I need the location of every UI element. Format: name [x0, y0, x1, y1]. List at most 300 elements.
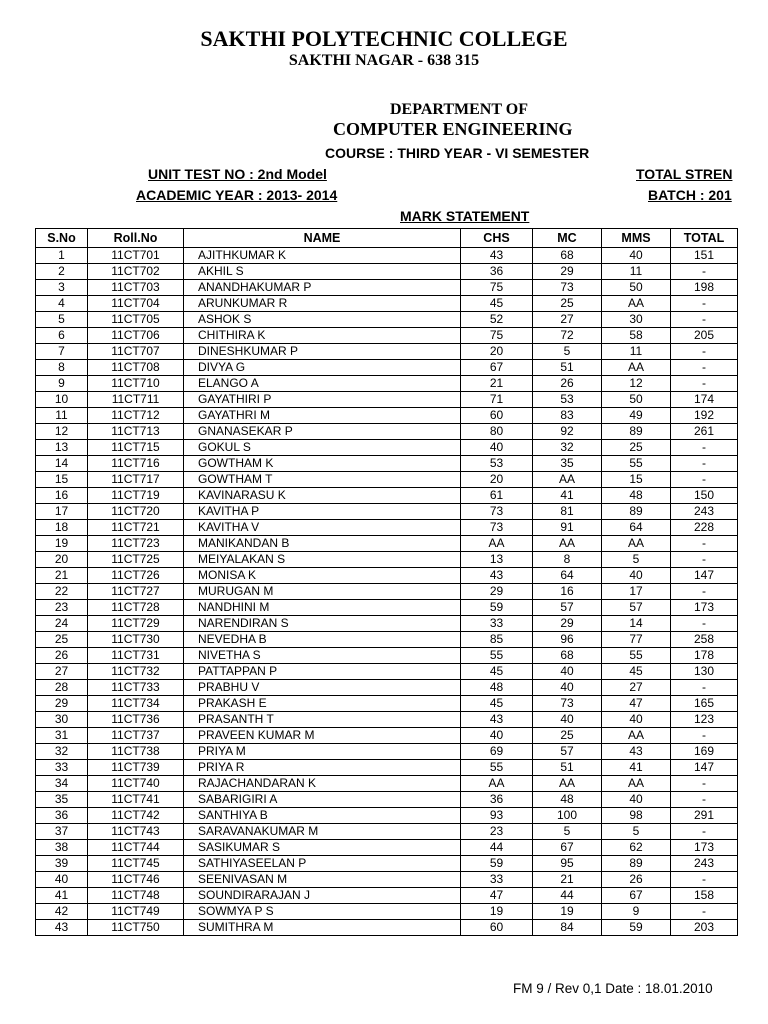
chs-cell: 43 — [461, 712, 533, 728]
total-cell: - — [671, 376, 738, 392]
col-header-rollno: Roll.No — [88, 229, 184, 248]
chs-cell: 48 — [461, 680, 533, 696]
mms-cell: 59 — [602, 920, 671, 936]
rollno-cell: 11CT704 — [88, 296, 184, 312]
rollno-cell: 11CT710 — [88, 376, 184, 392]
sno-cell: 3 — [36, 280, 88, 296]
rollno-cell: 11CT726 — [88, 568, 184, 584]
mms-cell: 25 — [602, 440, 671, 456]
sno-cell: 8 — [36, 360, 88, 376]
name-cell: GNANASEKAR P — [184, 424, 461, 440]
name-cell: PRAVEEN KUMAR M — [184, 728, 461, 744]
sno-cell: 36 — [36, 808, 88, 824]
mms-cell: AA — [602, 360, 671, 376]
mc-cell: 26 — [533, 376, 602, 392]
mms-cell: 11 — [602, 344, 671, 360]
mms-cell: 40 — [602, 792, 671, 808]
total-cell: 258 — [671, 632, 738, 648]
total-cell: 178 — [671, 648, 738, 664]
rollno-cell: 11CT717 — [88, 472, 184, 488]
table-row — [36, 696, 738, 712]
mms-cell: 14 — [602, 616, 671, 632]
total-cell: 174 — [671, 392, 738, 408]
table-row — [36, 504, 738, 520]
mms-cell: AA — [602, 728, 671, 744]
academic-year-line: ACADEMIC YEAR : 2013- 2014 — [136, 187, 338, 203]
sno-cell: 6 — [36, 328, 88, 344]
mc-cell: 91 — [533, 520, 602, 536]
mc-cell: 29 — [533, 264, 602, 280]
col-header-total: TOTAL — [671, 229, 738, 248]
mc-cell: 29 — [533, 616, 602, 632]
total-cell: - — [671, 472, 738, 488]
sno-cell: 25 — [36, 632, 88, 648]
total-cell: 147 — [671, 568, 738, 584]
table-row — [36, 904, 738, 920]
name-cell: NEVEDHA B — [184, 632, 461, 648]
mms-cell: 62 — [602, 840, 671, 856]
rollno-cell: 11CT737 — [88, 728, 184, 744]
table-row — [36, 248, 738, 264]
name-cell: KAVITHA P — [184, 504, 461, 520]
chs-cell: 33 — [461, 616, 533, 632]
name-cell: MEIYALAKAN S — [184, 552, 461, 568]
sno-cell: 37 — [36, 824, 88, 840]
chs-cell: 43 — [461, 568, 533, 584]
table-row — [36, 744, 738, 760]
mms-cell: 50 — [602, 392, 671, 408]
name-cell: NARENDIRAN S — [184, 616, 461, 632]
name-cell: SATHIYASEELAN P — [184, 856, 461, 872]
name-cell: DINESHKUMAR P — [184, 344, 461, 360]
table-row — [36, 424, 738, 440]
sno-cell: 38 — [36, 840, 88, 856]
mms-cell: 55 — [602, 456, 671, 472]
total-cell: 173 — [671, 600, 738, 616]
sno-cell: 17 — [36, 504, 88, 520]
table-row — [36, 552, 738, 568]
mc-cell: 40 — [533, 680, 602, 696]
table-row — [36, 392, 738, 408]
total-cell: 198 — [671, 280, 738, 296]
college-name: SAKTHI POLYTECHNIC COLLEGE — [200, 26, 568, 51]
mc-cell: 57 — [533, 600, 602, 616]
mms-cell: 67 — [602, 888, 671, 904]
sno-cell: 21 — [36, 568, 88, 584]
sno-cell: 22 — [36, 584, 88, 600]
name-cell: SARAVANAKUMAR M — [184, 824, 461, 840]
chs-cell: 36 — [461, 792, 533, 808]
mc-cell: 8 — [533, 552, 602, 568]
mms-cell: 89 — [602, 424, 671, 440]
table-row — [36, 440, 738, 456]
name-cell: GOWTHAM T — [184, 472, 461, 488]
total-cell: - — [671, 616, 738, 632]
mc-cell: 44 — [533, 888, 602, 904]
mms-cell: 89 — [602, 504, 671, 520]
mc-cell: 100 — [533, 808, 602, 824]
rollno-cell: 11CT744 — [88, 840, 184, 856]
mms-cell: 17 — [602, 584, 671, 600]
sno-cell: 13 — [36, 440, 88, 456]
form-reference-footer: FM 9 / Rev 0,1 Date : 18.01.2010 — [513, 981, 713, 996]
sno-cell: 30 — [36, 712, 88, 728]
mms-cell: 9 — [602, 904, 671, 920]
chs-cell: 21 — [461, 376, 533, 392]
name-cell: MONISA K — [184, 568, 461, 584]
mc-cell: 40 — [533, 712, 602, 728]
rollno-cell: 11CT750 — [88, 920, 184, 936]
chs-cell: 60 — [461, 408, 533, 424]
chs-cell: 85 — [461, 632, 533, 648]
name-cell: SUMITHRA M — [184, 920, 461, 936]
unit-test-line: UNIT TEST NO : 2nd Model — [148, 166, 327, 182]
mms-cell: 15 — [602, 472, 671, 488]
chs-cell: 61 — [461, 488, 533, 504]
rollno-cell: 11CT734 — [88, 696, 184, 712]
chs-cell: 36 — [461, 264, 533, 280]
mms-cell: 57 — [602, 600, 671, 616]
rollno-cell: 11CT741 — [88, 792, 184, 808]
name-cell: SABARIGIRI A — [184, 792, 461, 808]
mc-cell: 72 — [533, 328, 602, 344]
name-cell: PATTAPPAN P — [184, 664, 461, 680]
rollno-cell: 11CT702 — [88, 264, 184, 280]
col-header-name: NAME — [184, 229, 461, 248]
rollno-cell: 11CT739 — [88, 760, 184, 776]
rollno-cell: 11CT715 — [88, 440, 184, 456]
total-cell: 243 — [671, 856, 738, 872]
rollno-cell: 11CT728 — [88, 600, 184, 616]
total-cell: - — [671, 584, 738, 600]
rollno-cell: 11CT748 — [88, 888, 184, 904]
chs-cell: 45 — [461, 296, 533, 312]
name-cell: ELANGO A — [184, 376, 461, 392]
sno-cell: 39 — [36, 856, 88, 872]
chs-cell: 75 — [461, 280, 533, 296]
name-cell: SANTHIYA B — [184, 808, 461, 824]
total-cell: - — [671, 360, 738, 376]
mms-cell: 40 — [602, 568, 671, 584]
col-header-mms: MMS — [602, 229, 671, 248]
table-row — [36, 344, 738, 360]
rollno-cell: 11CT736 — [88, 712, 184, 728]
sno-cell: 41 — [36, 888, 88, 904]
sno-cell: 26 — [36, 648, 88, 664]
rollno-cell: 11CT749 — [88, 904, 184, 920]
chs-cell: 67 — [461, 360, 533, 376]
mc-cell: 21 — [533, 872, 602, 888]
mms-cell: 26 — [602, 872, 671, 888]
total-cell: - — [671, 344, 738, 360]
mc-cell: AA — [533, 776, 602, 792]
chs-cell: 53 — [461, 456, 533, 472]
department-name: COMPUTER ENGINEERING — [333, 119, 573, 139]
chs-cell: 73 — [461, 520, 533, 536]
mc-cell: 27 — [533, 312, 602, 328]
name-cell: DIVYA G — [184, 360, 461, 376]
name-cell: GAYATHRI M — [184, 408, 461, 424]
chs-cell: 44 — [461, 840, 533, 856]
rollno-cell: 11CT707 — [88, 344, 184, 360]
chs-cell: 19 — [461, 904, 533, 920]
chs-cell: 60 — [461, 920, 533, 936]
table-row — [36, 408, 738, 424]
mc-cell: 68 — [533, 648, 602, 664]
sno-cell: 10 — [36, 392, 88, 408]
mc-cell: 81 — [533, 504, 602, 520]
mc-cell: 51 — [533, 760, 602, 776]
rollno-cell: 11CT712 — [88, 408, 184, 424]
name-cell: KAVITHA V — [184, 520, 461, 536]
table-row — [36, 808, 738, 824]
name-cell: PRIYA M — [184, 744, 461, 760]
name-cell: PRASANTH T — [184, 712, 461, 728]
table-row — [36, 376, 738, 392]
sno-cell: 14 — [36, 456, 88, 472]
table-row — [36, 328, 738, 344]
name-cell: MURUGAN M — [184, 584, 461, 600]
total-cell: 243 — [671, 504, 738, 520]
name-cell: NIVETHA S — [184, 648, 461, 664]
total-cell: 228 — [671, 520, 738, 536]
table-header-row — [36, 229, 738, 248]
total-cell: - — [671, 776, 738, 792]
rollno-cell: 11CT743 — [88, 824, 184, 840]
sno-cell: 34 — [36, 776, 88, 792]
mms-cell: 5 — [602, 552, 671, 568]
sno-cell: 29 — [36, 696, 88, 712]
sno-cell: 33 — [36, 760, 88, 776]
rollno-cell: 11CT740 — [88, 776, 184, 792]
batch-label: BATCH : 201 — [648, 187, 732, 203]
sno-cell: 27 — [36, 664, 88, 680]
chs-cell: 20 — [461, 472, 533, 488]
name-cell: SOWMYA P S — [184, 904, 461, 920]
chs-cell: 59 — [461, 856, 533, 872]
mms-cell: 40 — [602, 712, 671, 728]
total-cell: 291 — [671, 808, 738, 824]
name-cell: MANIKANDAN B — [184, 536, 461, 552]
rollno-cell: 11CT713 — [88, 424, 184, 440]
table-row — [36, 872, 738, 888]
total-cell: - — [671, 312, 738, 328]
chs-cell: 43 — [461, 248, 533, 264]
mc-cell: 35 — [533, 456, 602, 472]
mc-cell: 25 — [533, 296, 602, 312]
chs-cell: 69 — [461, 744, 533, 760]
mms-cell: 43 — [602, 744, 671, 760]
total-cell: 173 — [671, 840, 738, 856]
mms-cell: 41 — [602, 760, 671, 776]
table-row — [36, 760, 738, 776]
chs-cell: 80 — [461, 424, 533, 440]
table-row — [36, 296, 738, 312]
total-cell: 165 — [671, 696, 738, 712]
name-cell: SEENIVASAN M — [184, 872, 461, 888]
mms-cell: 50 — [602, 280, 671, 296]
sno-cell: 15 — [36, 472, 88, 488]
mms-cell: 48 — [602, 488, 671, 504]
total-cell: 169 — [671, 744, 738, 760]
rollno-cell: 11CT745 — [88, 856, 184, 872]
mc-cell: 73 — [533, 696, 602, 712]
sno-cell: 7 — [36, 344, 88, 360]
mms-cell: AA — [602, 776, 671, 792]
mms-cell: 27 — [602, 680, 671, 696]
mc-cell: AA — [533, 536, 602, 552]
sno-cell: 9 — [36, 376, 88, 392]
total-cell: - — [671, 456, 738, 472]
total-cell: 151 — [671, 248, 738, 264]
sno-cell: 1 — [36, 248, 88, 264]
mc-cell: 83 — [533, 408, 602, 424]
mms-cell: 40 — [602, 248, 671, 264]
table-row — [36, 856, 738, 872]
chs-cell: 55 — [461, 648, 533, 664]
sno-cell: 43 — [36, 920, 88, 936]
mc-cell: 64 — [533, 568, 602, 584]
mms-cell: 5 — [602, 824, 671, 840]
sno-cell: 16 — [36, 488, 88, 504]
mc-cell: 41 — [533, 488, 602, 504]
mc-cell: 5 — [533, 344, 602, 360]
table-row — [36, 536, 738, 552]
sno-cell: 23 — [36, 600, 88, 616]
table-row — [36, 264, 738, 280]
chs-cell: 59 — [461, 600, 533, 616]
sno-cell: 18 — [36, 520, 88, 536]
mms-cell: 45 — [602, 664, 671, 680]
sno-cell: 31 — [36, 728, 88, 744]
chs-cell: AA — [461, 776, 533, 792]
sno-cell: 12 — [36, 424, 88, 440]
mc-cell: 53 — [533, 392, 602, 408]
mms-cell: 98 — [602, 808, 671, 824]
table-row — [36, 712, 738, 728]
table-row — [36, 824, 738, 840]
chs-cell: 23 — [461, 824, 533, 840]
total-cell: - — [671, 536, 738, 552]
mark-statement-table — [35, 228, 738, 936]
table-row — [36, 840, 738, 856]
rollno-cell: 11CT746 — [88, 872, 184, 888]
chs-cell: 45 — [461, 696, 533, 712]
total-cell: 261 — [671, 424, 738, 440]
mms-cell: 77 — [602, 632, 671, 648]
sno-cell: 11 — [36, 408, 88, 424]
mc-cell: AA — [533, 472, 602, 488]
name-cell: KAVINARASU K — [184, 488, 461, 504]
mc-cell: 40 — [533, 664, 602, 680]
mc-cell: 51 — [533, 360, 602, 376]
chs-cell: 93 — [461, 808, 533, 824]
name-cell: PRABHU V — [184, 680, 461, 696]
name-cell: SASIKUMAR S — [184, 840, 461, 856]
mms-cell: 47 — [602, 696, 671, 712]
total-cell: 158 — [671, 888, 738, 904]
total-cell: - — [671, 680, 738, 696]
mc-cell: 68 — [533, 248, 602, 264]
table-row — [36, 312, 738, 328]
rollno-cell: 11CT738 — [88, 744, 184, 760]
table-row — [36, 680, 738, 696]
table-row — [36, 488, 738, 504]
name-cell: NANDHINI M — [184, 600, 461, 616]
mms-cell: 55 — [602, 648, 671, 664]
rollno-cell: 11CT706 — [88, 328, 184, 344]
rollno-cell: 11CT731 — [88, 648, 184, 664]
mms-cell: 89 — [602, 856, 671, 872]
mms-cell: 58 — [602, 328, 671, 344]
rollno-cell: 11CT721 — [88, 520, 184, 536]
department-heading: DEPARTMENT OF — [390, 101, 528, 118]
chs-cell: AA — [461, 536, 533, 552]
mc-cell: 95 — [533, 856, 602, 872]
chs-cell: 75 — [461, 328, 533, 344]
name-cell: GAYATHIRI P — [184, 392, 461, 408]
total-cell: 205 — [671, 328, 738, 344]
name-cell: AKHIL S — [184, 264, 461, 280]
chs-cell: 52 — [461, 312, 533, 328]
mc-cell: 92 — [533, 424, 602, 440]
sno-cell: 24 — [36, 616, 88, 632]
sno-cell: 5 — [36, 312, 88, 328]
col-header-mc: MC — [533, 229, 602, 248]
rollno-cell: 11CT708 — [88, 360, 184, 376]
total-cell: - — [671, 296, 738, 312]
sno-cell: 32 — [36, 744, 88, 760]
table-row — [36, 472, 738, 488]
college-address: SAKTHI NAGAR - 638 315 — [288, 52, 480, 69]
rollno-cell: 11CT711 — [88, 392, 184, 408]
chs-cell: 33 — [461, 872, 533, 888]
mark-statement-title: MARK STATEMENT — [400, 208, 530, 224]
mms-cell: AA — [602, 536, 671, 552]
table-row — [36, 360, 738, 376]
course-line: COURSE : THIRD YEAR - VI SEMESTER — [325, 145, 590, 161]
chs-cell: 29 — [461, 584, 533, 600]
mms-cell: 11 — [602, 264, 671, 280]
rollno-cell: 11CT720 — [88, 504, 184, 520]
mms-cell: 12 — [602, 376, 671, 392]
mms-cell: 30 — [602, 312, 671, 328]
total-cell: 123 — [671, 712, 738, 728]
mc-cell: 5 — [533, 824, 602, 840]
sno-cell: 40 — [36, 872, 88, 888]
total-cell: - — [671, 728, 738, 744]
mc-cell: 67 — [533, 840, 602, 856]
mc-cell: 96 — [533, 632, 602, 648]
rollno-cell: 11CT723 — [88, 536, 184, 552]
mc-cell: 84 — [533, 920, 602, 936]
rollno-cell: 11CT727 — [88, 584, 184, 600]
chs-cell: 40 — [461, 440, 533, 456]
mc-cell: 25 — [533, 728, 602, 744]
total-cell: - — [671, 440, 738, 456]
table-row — [36, 920, 738, 936]
total-cell: 130 — [671, 664, 738, 680]
col-header-sno: S.No — [36, 229, 88, 248]
rollno-cell: 11CT705 — [88, 312, 184, 328]
table-row — [36, 728, 738, 744]
total-cell: - — [671, 872, 738, 888]
table-row — [36, 584, 738, 600]
name-cell: GOKUL S — [184, 440, 461, 456]
name-cell: ASHOK S — [184, 312, 461, 328]
table-row — [36, 664, 738, 680]
rollno-cell: 11CT729 — [88, 616, 184, 632]
